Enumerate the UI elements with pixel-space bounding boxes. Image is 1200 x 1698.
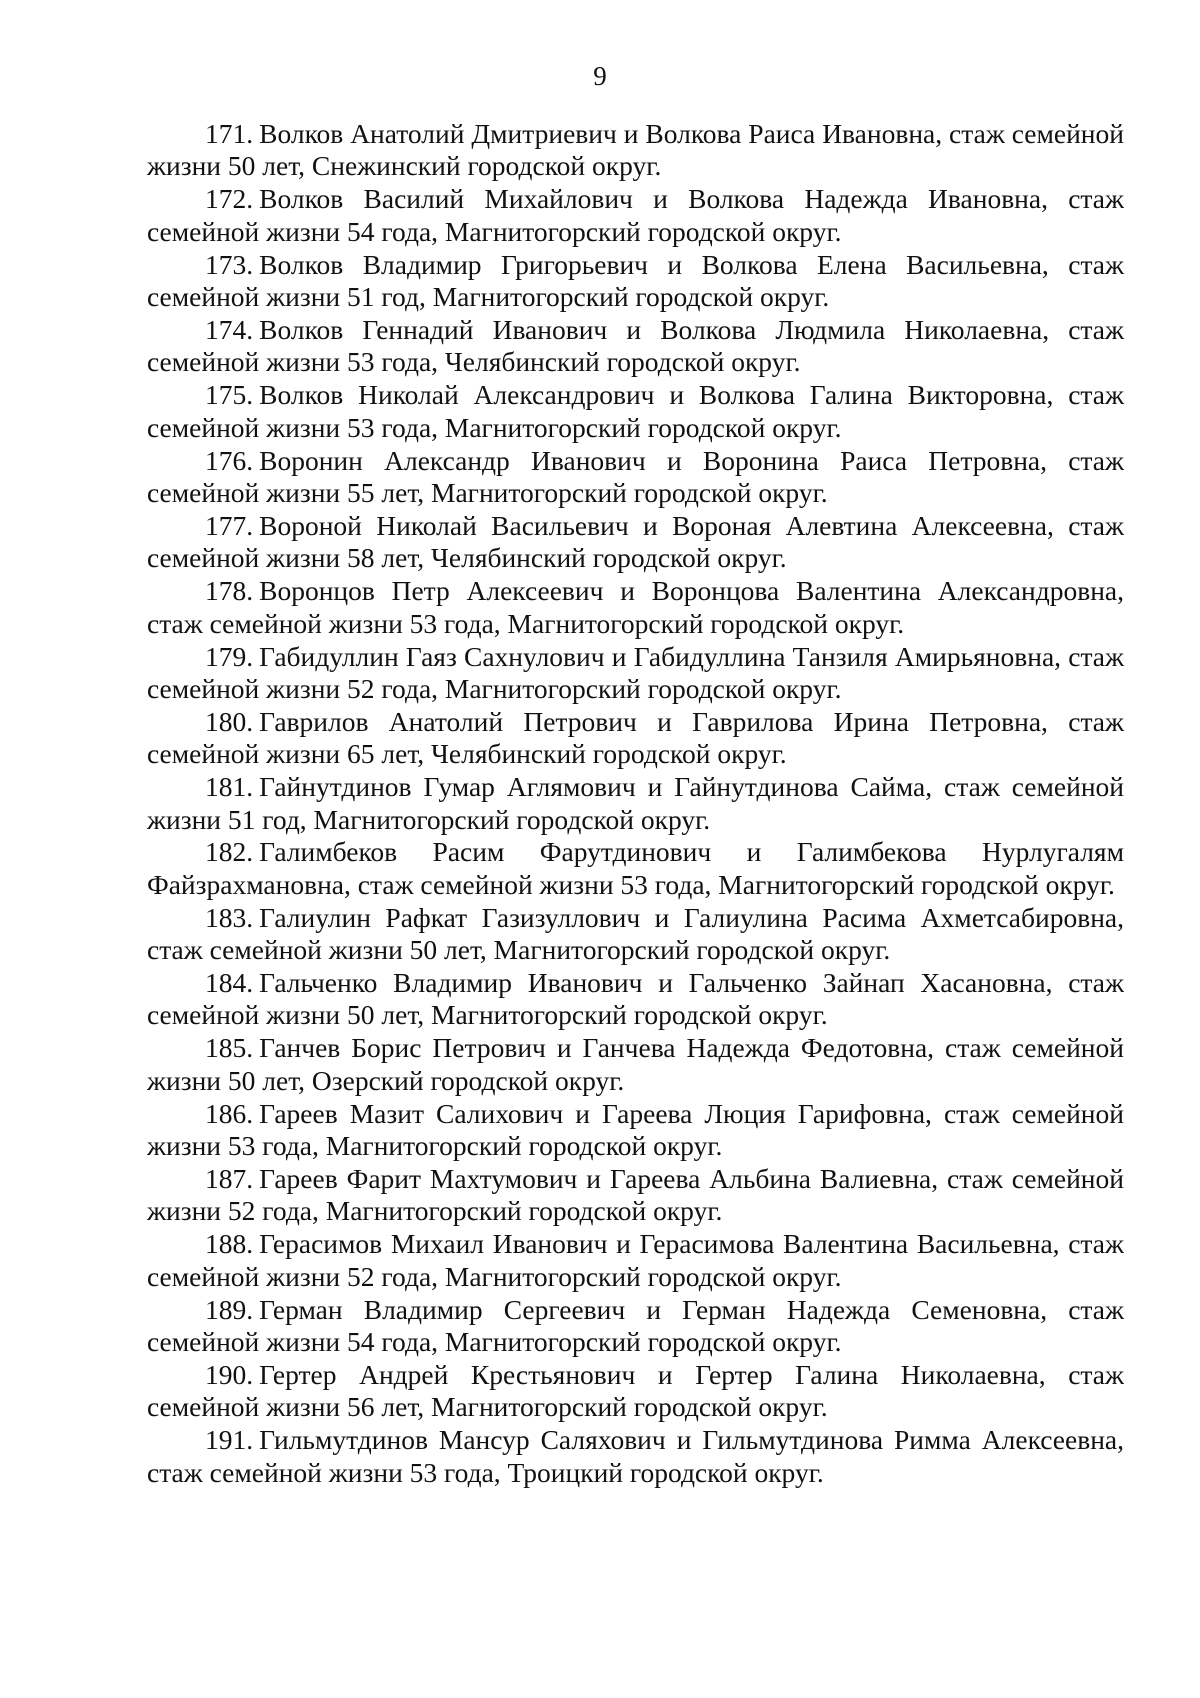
list-item-number: 174. — [205, 313, 254, 345]
list-item — [147, 249, 1124, 314]
list-item — [147, 1294, 1124, 1359]
list-item-text: Гертер Андрей Крестьянович и Гертер Галина Николаевна, стаж семейной жизни 56 лет, Магнитогорский городской округ. — [147, 1358, 1124, 1423]
list-item-number: 180. — [205, 705, 254, 737]
list-item-text: Волков Николай Александрович и Волкова Галина Викторовна, стаж семейной жизни 53 года, Магнитогорский городской округ. — [147, 379, 1124, 443]
list-item-text: Гаврилов Анатолий Петрович и Гаврилова Ирина Петровна, стаж семейной жизни 65 лет, Челябинский городской округ. — [147, 705, 1124, 770]
list-item-text: Ганчев Борис Петрович и Ганчева Надежда Федотовна, стаж семейной жизни 50 лет, Озерский городской округ. — [147, 1032, 1124, 1096]
list-item-number: 177. — [205, 509, 254, 541]
list-item-text: Гайнутдинов Гумар Аглямович и Гайнутдинова Сайма, стаж семейной жизни 51 год, Магнитогорский городской округ. — [147, 771, 1124, 835]
list-item-number: 183. — [205, 901, 254, 933]
list-item-text: Воронцов Петр Алексеевич и Воронцова Валентина Александровна, стаж семейной жизни 53 года, Магнитогорский городской округ. — [147, 575, 1124, 639]
list-item — [147, 902, 1124, 967]
list-item-number: 184. — [205, 967, 254, 999]
list-item-text: Волков Анатолий Дмитриевич и Волкова Раиса Ивановна, стаж семейной жизни 50 лет, Снежинский городской округ. — [147, 118, 1124, 182]
list-item — [147, 1098, 1124, 1163]
list-item — [147, 445, 1124, 510]
list-item-text: Волков Владимир Григорьевич и Волкова Елена Васильевна, стаж семейной жизни 51 год, Магнитогорский городской округ. — [147, 248, 1124, 313]
list-item-number: 173. — [205, 248, 254, 280]
list-item — [147, 379, 1124, 444]
list-item-text: Гареев Фарит Махтумович и Гареева Альбина Валиевна, стаж семейной жизни 52 года, Магнитогорский городской округ. — [147, 1163, 1124, 1227]
list-item-number: 185. — [205, 1032, 254, 1064]
list-item-number: 186. — [205, 1097, 254, 1129]
list-item — [147, 967, 1124, 1032]
list-item-number: 189. — [205, 1293, 254, 1325]
list-item — [147, 314, 1124, 379]
list-item-text: Воронин Александр Иванович и Воронина Раиса Петровна, стаж семейной жизни 55 лет, Магнитогорский городской округ. — [147, 444, 1124, 508]
list-item-number: 187. — [205, 1163, 254, 1194]
list-item-text: Вороной Николай Васильевич и Вороная Алевтина Алексеевна, стаж семейной жизни 58 лет, Челябинский городской округ. — [147, 509, 1124, 574]
list-item-text: Гареев Мазит Салихович и Гареева Люция Гарифовна, стаж семейной жизни 53 года, Магнитогорский городской округ. — [147, 1097, 1124, 1162]
list-item — [147, 183, 1124, 248]
list-item — [147, 836, 1124, 901]
list-item-text: Галиулин Рафкат Газизуллович и Галиулина Расима Ахметсабировна, стаж семейной жизни 50 лет, Магнитогорский городской округ. — [147, 901, 1124, 966]
list-item-text: Габидуллин Гаяз Сахнулович и Габидуллина Танзиля Амирьяновна, стаж семейной жизни 52 года, Магнитогорский городской округ. — [147, 640, 1124, 704]
list-item-number: 179. — [205, 640, 254, 672]
list-item-number: 175. — [205, 379, 254, 411]
list-item-text: Гильмутдинов Мансур Саляхович и Гильмутдинова Римма Алексеевна, стаж семейной жизни 53 года, Троицкий городской округ. — [147, 1424, 1124, 1488]
list-item — [147, 1032, 1124, 1097]
list-item-number: 191. — [205, 1424, 254, 1456]
list-item — [147, 771, 1124, 836]
list-item-text: Гальченко Владимир Иванович и Гальченко Зайнап Хасановна, стаж семейной жизни 50 лет, Магнитогорский городской округ. — [147, 967, 1124, 1031]
list-item — [147, 510, 1124, 575]
list-item-number: 176. — [205, 444, 254, 476]
list-item — [147, 1163, 1124, 1228]
list-item — [147, 641, 1124, 706]
list-item — [147, 1424, 1124, 1489]
list-item-number: 172. — [205, 183, 254, 215]
award-list — [147, 118, 1124, 1490]
list-item — [147, 118, 1124, 183]
list-item-number: 190. — [205, 1358, 254, 1390]
list-item-text: Герасимов Михаил Иванович и Герасимова Валентина Васильевна, стаж семейной жизни 52 года, Магнитогорский городской округ. — [147, 1228, 1124, 1292]
list-item-number: 171. — [205, 118, 254, 149]
list-item-number: 178. — [205, 575, 254, 607]
list-item — [147, 575, 1124, 640]
list-item-text: Герман Владимир Сергеевич и Герман Надежда Семеновна, стаж семейной жизни 54 года, Магнитогорский городской округ. — [147, 1293, 1124, 1358]
list-item-text: Волков Геннадий Иванович и Волкова Людмила Николаевна, стаж семейной жизни 53 года, Челябинский городской округ. — [147, 313, 1124, 378]
page-number: 9 — [593, 61, 607, 91]
list-item-text: Галимбеков Расим Фарутдинович и Галимбекова Нурлугалям Файзрахмановна, стаж семейной жизни 53 года, Магнитогорский городской округ. — [147, 836, 1124, 900]
list-item-number: 182. — [205, 836, 254, 868]
list-item — [147, 1359, 1124, 1424]
list-item — [147, 706, 1124, 771]
list-item-number: 188. — [205, 1228, 254, 1260]
list-item-text: Волков Василий Михайлович и Волкова Надежда Ивановна, стаж семейной жизни 54 года, Магнитогорский городской округ. — [147, 183, 1124, 247]
list-item — [147, 1228, 1124, 1293]
list-item-number: 181. — [205, 771, 254, 803]
